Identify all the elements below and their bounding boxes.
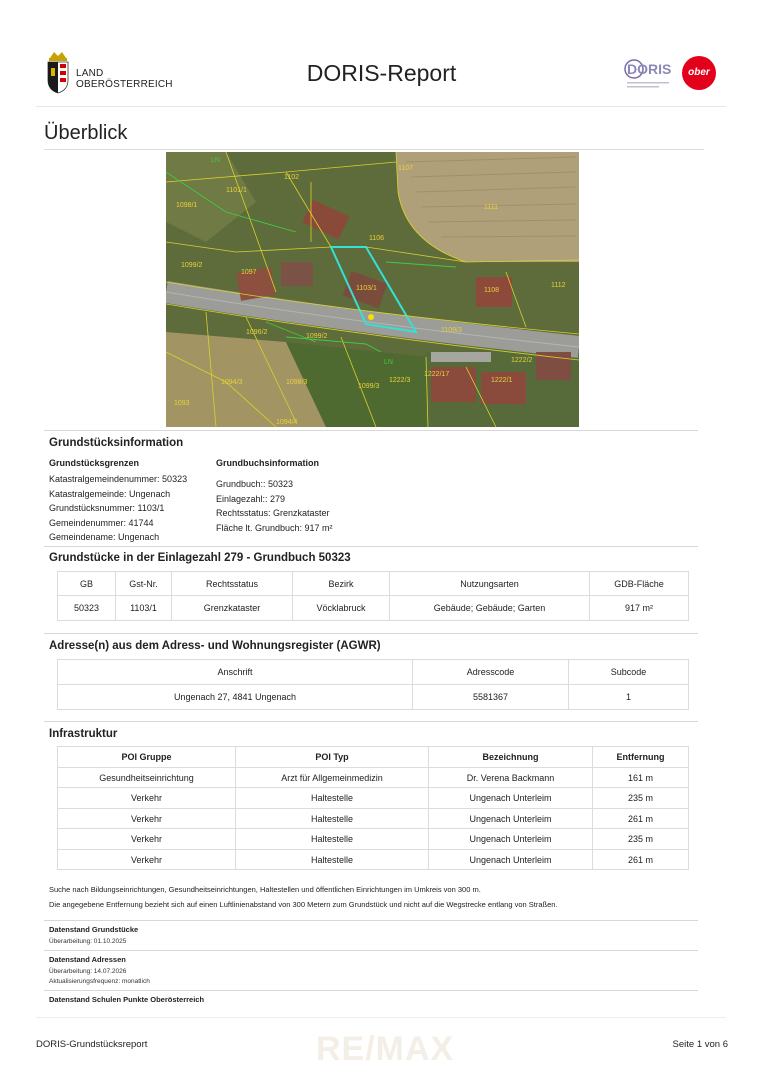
divider [44,920,698,921]
table-cell: 235 m [593,788,689,809]
oberoesterreich-tourism-logo: ober [682,56,716,90]
table-cell: Verkehr [58,788,236,809]
table-cell: 261 m [593,809,689,829]
svg-text:1098/1: 1098/1 [176,202,198,209]
column-header: Anschrift [58,660,413,685]
table-cell: 5581367 [413,685,569,710]
datenstand-grundstuecke-title: Datenstand Grundstücke [49,925,139,934]
table-cell: Arzt für Allgemeinmedizin [236,768,429,788]
column-header: Entfernung [593,747,689,768]
svg-text:1222/17: 1222/17 [424,371,450,378]
datenstand-grundstuecke-date: Überarbeitung: 01.10.2025 [49,938,127,945]
table-cell: Ungenach Unterleim [429,829,593,850]
table-cell: Ungenach Unterleim [429,788,593,809]
report-title: DORIS-Report [306,60,457,86]
table-cell: Verkehr [58,829,236,850]
column-header: Bezeichnung [429,747,593,768]
divider [44,633,698,634]
table-row [58,829,689,850]
list-item: Grundstücksnummer: 1103/1 [49,503,165,514]
column-header: Nutzungsarten [390,572,590,596]
footer-report-name: DORIS-Grundstücksreport [36,1039,148,1050]
heading-grundbuchsinformation: Grundbuchsinformation [216,458,319,468]
svg-text:1111: 1111 [484,204,499,211]
header-divider [36,106,726,107]
adressen-table [57,659,689,710]
table-cell: Gebäude; Gebäude; Garten [390,596,590,621]
divider [44,546,698,547]
divider [44,990,698,991]
infrastruktur-note-search: Suche nach Bildungseinrichtungen, Gesundheitseinrichtungen, Haltestellen und öffentlichen Einrichtungen im Umkreis von 300 m. [49,885,481,894]
svg-text:LN: LN [211,157,220,164]
table-row [58,850,689,870]
svg-text:1094/4: 1094/4 [276,419,298,426]
table-cell: 1103/1 [116,596,172,621]
infrastruktur-note-distance: Die angegebene Entfernung bezieht sich auf einen Luftlinienabstand von 300 Metern zum Grundstück und nicht auf die Wegstrecke entlang von Straßen. [49,900,558,909]
table-cell: Haltestelle [236,809,429,829]
table-row [58,685,689,710]
list-item: Katastralgemeinde: Ungenach [49,488,171,499]
table-cell: Ungenach Unterleim [429,809,593,829]
svg-text:LN: LN [384,359,393,366]
column-header: GDB-Fläche [590,572,689,596]
table-cell: 261 m [593,850,689,870]
heading-grundstuecksgrenzen: Grundstücksgrenzen [49,458,140,468]
column-header: GB [58,572,116,596]
cadastral-aerial-map [166,152,579,427]
footer-page-number: Seite 1 von 6 [672,1039,728,1050]
svg-text:DORIS: DORIS [627,61,672,77]
table-cell: Ungenach 27, 4841 Ungenach [58,685,413,710]
land-oberoesterreich-logo-text: LAND OBERÖSTERREICH [76,68,173,90]
svg-text:1222/1: 1222/1 [491,377,513,384]
list-item: Einlagezahl:: 279 [216,493,286,504]
table-cell: Ungenach Unterleim [429,850,593,870]
table-header-row [58,660,689,685]
datenstand-adressen-title: Datenstand Adressen [49,955,126,964]
svg-text:1107: 1107 [398,165,414,172]
table-cell: Grenzkataster [172,596,293,621]
doris-logo-icon [624,56,672,92]
table-cell: Vöcklabruck [293,596,390,621]
grundstuecksgrenzen-list [49,472,187,545]
list-item: Katastralgemeindenummer: 50323 [49,474,188,484]
divider [44,430,698,431]
table-cell: Haltestelle [236,850,429,870]
svg-text:1096/2: 1096/2 [246,329,268,336]
table-header-row [58,747,689,768]
svg-text:1097: 1097 [241,269,257,276]
svg-text:1102: 1102 [284,174,300,181]
datenstand-adressen-date: Überarbeitung: 14.07.2026 [49,968,127,975]
heading-einlagezahl: Grundstücke in der Einlagezahl 279 - Grundbuch 50323 [49,552,351,564]
svg-text:1099/3: 1099/3 [358,383,380,390]
table-cell: 161 m [593,768,689,788]
list-item: Rechtsstatus: Grenzkataster [216,508,330,519]
heading-adressen: Adresse(n) aus dem Adress- und Wohnungsregister (AGWR) [49,640,381,652]
section-divider [44,149,704,150]
heading-infrastruktur: Infrastruktur [49,728,118,740]
table-row [58,596,689,621]
divider [44,950,698,951]
table-row [58,809,689,829]
svg-text:1098/3: 1098/3 [286,379,308,386]
divider [44,721,698,722]
divider [36,1017,726,1018]
table-row [58,768,689,788]
list-item: Gemeindename: Ungenach [49,532,160,543]
grundbuchsinformation-list [216,477,333,535]
column-header: POI Gruppe [58,747,236,768]
table-cell: Dr. Verena Backmann [429,768,593,788]
table-header-row [58,572,689,596]
svg-text:1099/2: 1099/2 [181,262,203,269]
table-cell: 917 m² [590,596,689,621]
column-header: Rechtsstatus [172,572,293,596]
table-cell: 50323 [58,596,116,621]
table-row [58,788,689,809]
column-header: Gst-Nr. [116,572,172,596]
report-header [0,0,763,108]
column-header: POI Typ [236,747,429,768]
svg-text:1112: 1112 [551,282,566,289]
table-cell: Verkehr [58,809,236,829]
svg-text:1108: 1108 [484,287,500,294]
einlagezahl-table [57,571,689,621]
heading-grundstuecksinformation: Grundstücksinformation [49,437,184,449]
column-header: Adresscode [413,660,569,685]
svg-text:1094/3: 1094/3 [221,379,243,386]
svg-text:1222/2: 1222/2 [511,357,533,364]
column-header: Subcode [569,660,689,685]
svg-text:1103/1: 1103/1 [356,285,377,292]
infrastruktur-table [57,746,689,870]
list-item: Gemeindenummer: 41744 [49,517,154,528]
table-cell: Verkehr [58,850,236,870]
datenstand-adressen-frequency: Aktualisierungsfrequenz: monatlich [49,978,150,985]
column-header: Bezirk [293,572,390,596]
table-cell: Haltestelle [236,788,429,809]
list-item: Grundbuch:: 50323 [216,479,294,489]
table-cell: 1 [569,685,689,710]
list-item: Fläche lt. Grundbuch: 917 m² [216,522,333,533]
table-cell: Gesundheitseinrichtung [58,768,236,788]
table-cell: Haltestelle [236,829,429,850]
table-cell: 235 m [593,829,689,850]
section-title-ueberblick: Überblick [44,122,128,144]
svg-text:1101/1: 1101/1 [226,187,247,194]
svg-text:1106: 1106 [369,235,385,242]
remax-watermark: RE/MAX [316,1030,455,1068]
svg-text:1093: 1093 [174,400,190,407]
svg-text:1222/3: 1222/3 [389,377,411,384]
svg-text:1099/2: 1099/2 [306,333,328,340]
datenstand-schulen-title: Datenstand Schulen Punkte Oberösterreich [49,995,205,1004]
svg-text:1109/3: 1109/3 [441,327,462,334]
